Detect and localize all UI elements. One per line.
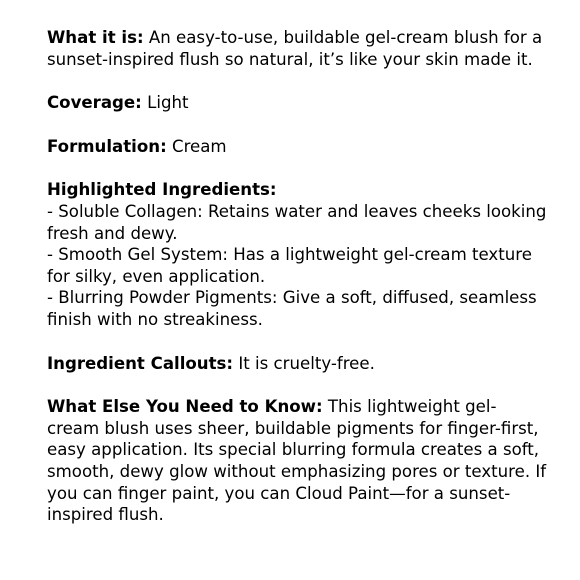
what-else-text: This lightweight gel-cream blush uses sheer, buildable pigments for finger-first, easy application. Its special blurring formula creates a soft, smooth, dewy glow without emphasizing pores or texture. If you can finger paint, you can Cloud Paint—for a sunset-inspired flush. <box>47 397 547 525</box>
formulation-label: Formulation: <box>47 136 167 156</box>
highlighted-ingredients-label: Highlighted Ingredients: <box>47 180 277 200</box>
ingredient-item: - Blurring Powder Pigments: Give a soft, diffused, seamless finish with no streakiness. <box>47 288 537 329</box>
coverage-section <box>47 92 547 114</box>
what-it-is-text: An easy-to-use, buildable gel-cream blush for a sunset-inspired flush so natural, it’s like your skin made it. <box>47 28 543 69</box>
ingredient-callouts-label: Ingredient Callouts: <box>47 353 234 373</box>
what-else-label: What Else You Need to Know: <box>47 397 323 417</box>
coverage-label: Coverage: <box>47 93 142 113</box>
what-it-is-section <box>47 27 547 70</box>
formulation-section <box>47 136 547 158</box>
what-else-section <box>47 396 547 526</box>
what-it-is-label: What it is: <box>47 28 144 47</box>
product-description <box>47 27 547 548</box>
coverage-text: Light <box>141 93 189 113</box>
highlighted-ingredients-section <box>47 179 547 330</box>
ingredient-item: - Soluble Collagen: Retains water and leaves cheeks looking fresh and dewy. <box>47 201 547 243</box>
ingredient-callouts-section <box>47 353 547 375</box>
formulation-text: Cream <box>166 136 227 156</box>
ingredient-callouts-text: It is cruelty-free. <box>233 353 375 373</box>
ingredient-item: - Smooth Gel System: Has a lightweight gel-cream texture for silky, even application. <box>47 245 532 286</box>
